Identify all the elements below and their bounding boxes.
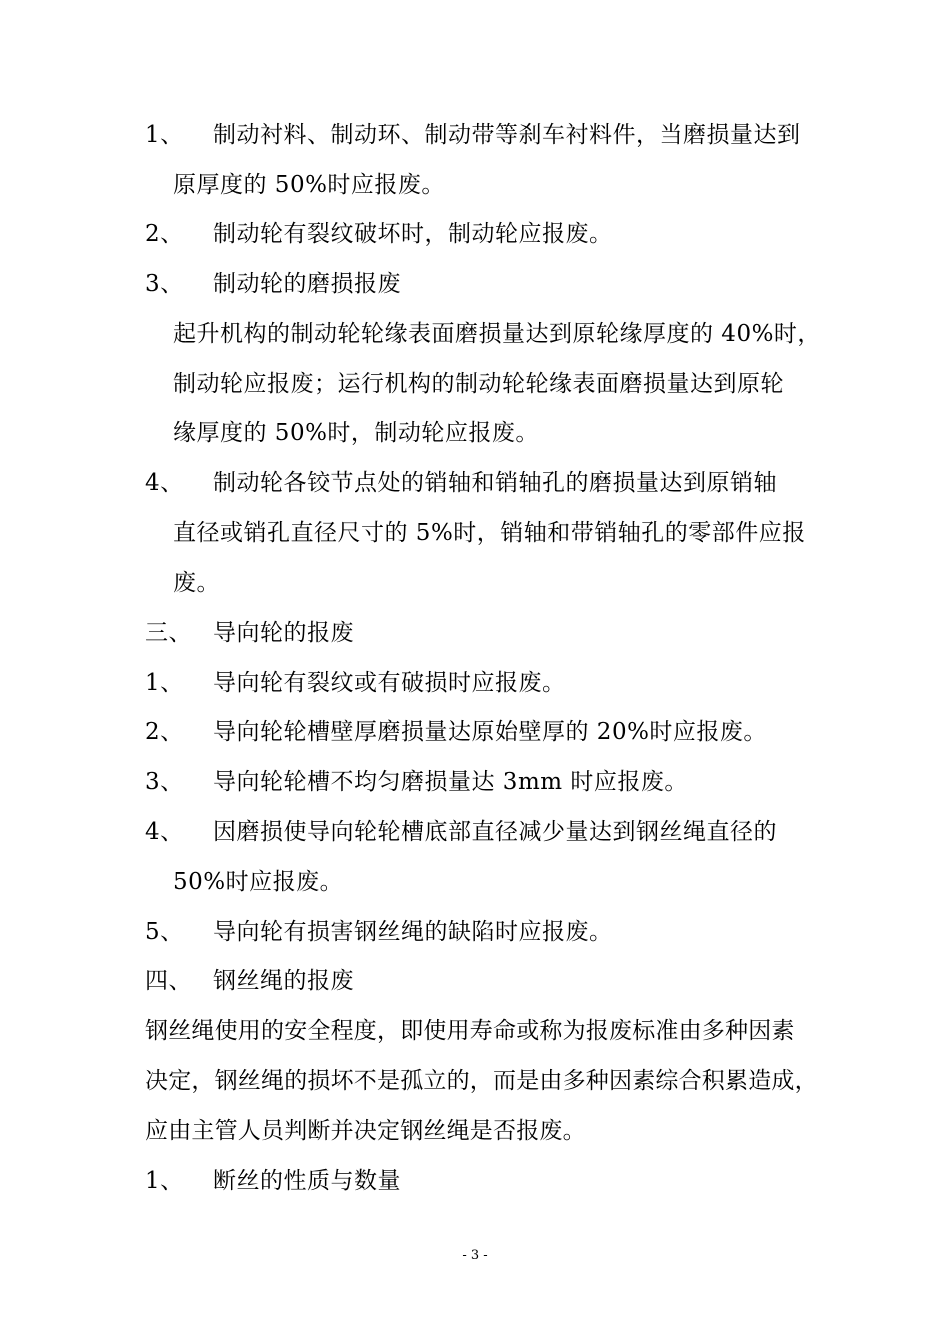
item-text: 原厚度的 50%时应报废。: [173, 172, 445, 198]
item-text: 断丝的性质与数量: [213, 1168, 401, 1194]
paragraph-text: 钢丝绳使用的安全程度，即使用寿命或称为报废标准由多种因素: [145, 1018, 795, 1044]
paragraph-text: 应由主管人员判断并决定钢丝绳是否报废。: [145, 1118, 586, 1144]
item-number: 2、: [145, 719, 184, 745]
item-text: 制动轮的磨损报废: [213, 271, 401, 297]
item-text: 因磨损使导向轮轮槽底部直径减少量达到钢丝绳直径的: [213, 819, 777, 845]
section-number: 四、: [145, 968, 192, 994]
item-number: 4、: [145, 470, 184, 496]
item-number: 3、: [145, 769, 184, 795]
paragraph-text: 起升机构的制动轮轮缘表面磨损量达到原轮缘厚度的 40%时，: [173, 321, 821, 347]
item-number: 4、: [145, 819, 184, 845]
item-number: 1、: [145, 122, 184, 148]
paragraph-text: 缘厚度的 50%时，制动轮应报废。: [173, 420, 539, 446]
item-text: 制动衬料、制动环、制动带等刹车衬料件，当磨损量达到: [213, 122, 801, 148]
item-text: 导向轮轮槽不均匀磨损量达 3mm 时应报废。: [213, 769, 688, 795]
item-number: 1、: [145, 1168, 184, 1194]
item-text: 制动轮各铰节点处的销轴和销轴孔的磨损量达到原销轴: [213, 470, 777, 496]
item-text: 导向轮有裂纹或有破损时应报废。: [213, 670, 566, 696]
item-text: 导向轮轮槽壁厚磨损量达原始壁厚的 20%时应报废。: [213, 719, 767, 745]
item-text: 导向轮有损害钢丝绳的缺陷时应报废。: [213, 919, 613, 945]
item-number: 5、: [145, 919, 184, 945]
section-title: 钢丝绳的报废: [213, 968, 354, 994]
item-text: 50%时应报废。: [173, 869, 344, 895]
paragraph-text: 决定，钢丝绳的损坏不是孤立的，而是由多种因素综合积累造成，: [145, 1068, 818, 1094]
section-number: 三、: [145, 620, 192, 646]
item-text: 直径或销孔直径尺寸的 5%时，销轴和带销轴孔的零部件应报: [173, 520, 806, 546]
item-text: 废。: [173, 570, 220, 596]
paragraph-text: 制动轮应报废；运行机构的制动轮轮缘表面磨损量达到原轮: [173, 371, 784, 397]
item-number: 1、: [145, 670, 184, 696]
section-title: 导向轮的报废: [213, 620, 354, 646]
item-number: 2、: [145, 221, 184, 247]
item-text: 制动轮有裂纹破坏时，制动轮应报废。: [213, 221, 613, 247]
page-number: - 3 -: [462, 1248, 488, 1263]
item-number: 3、: [145, 271, 184, 297]
